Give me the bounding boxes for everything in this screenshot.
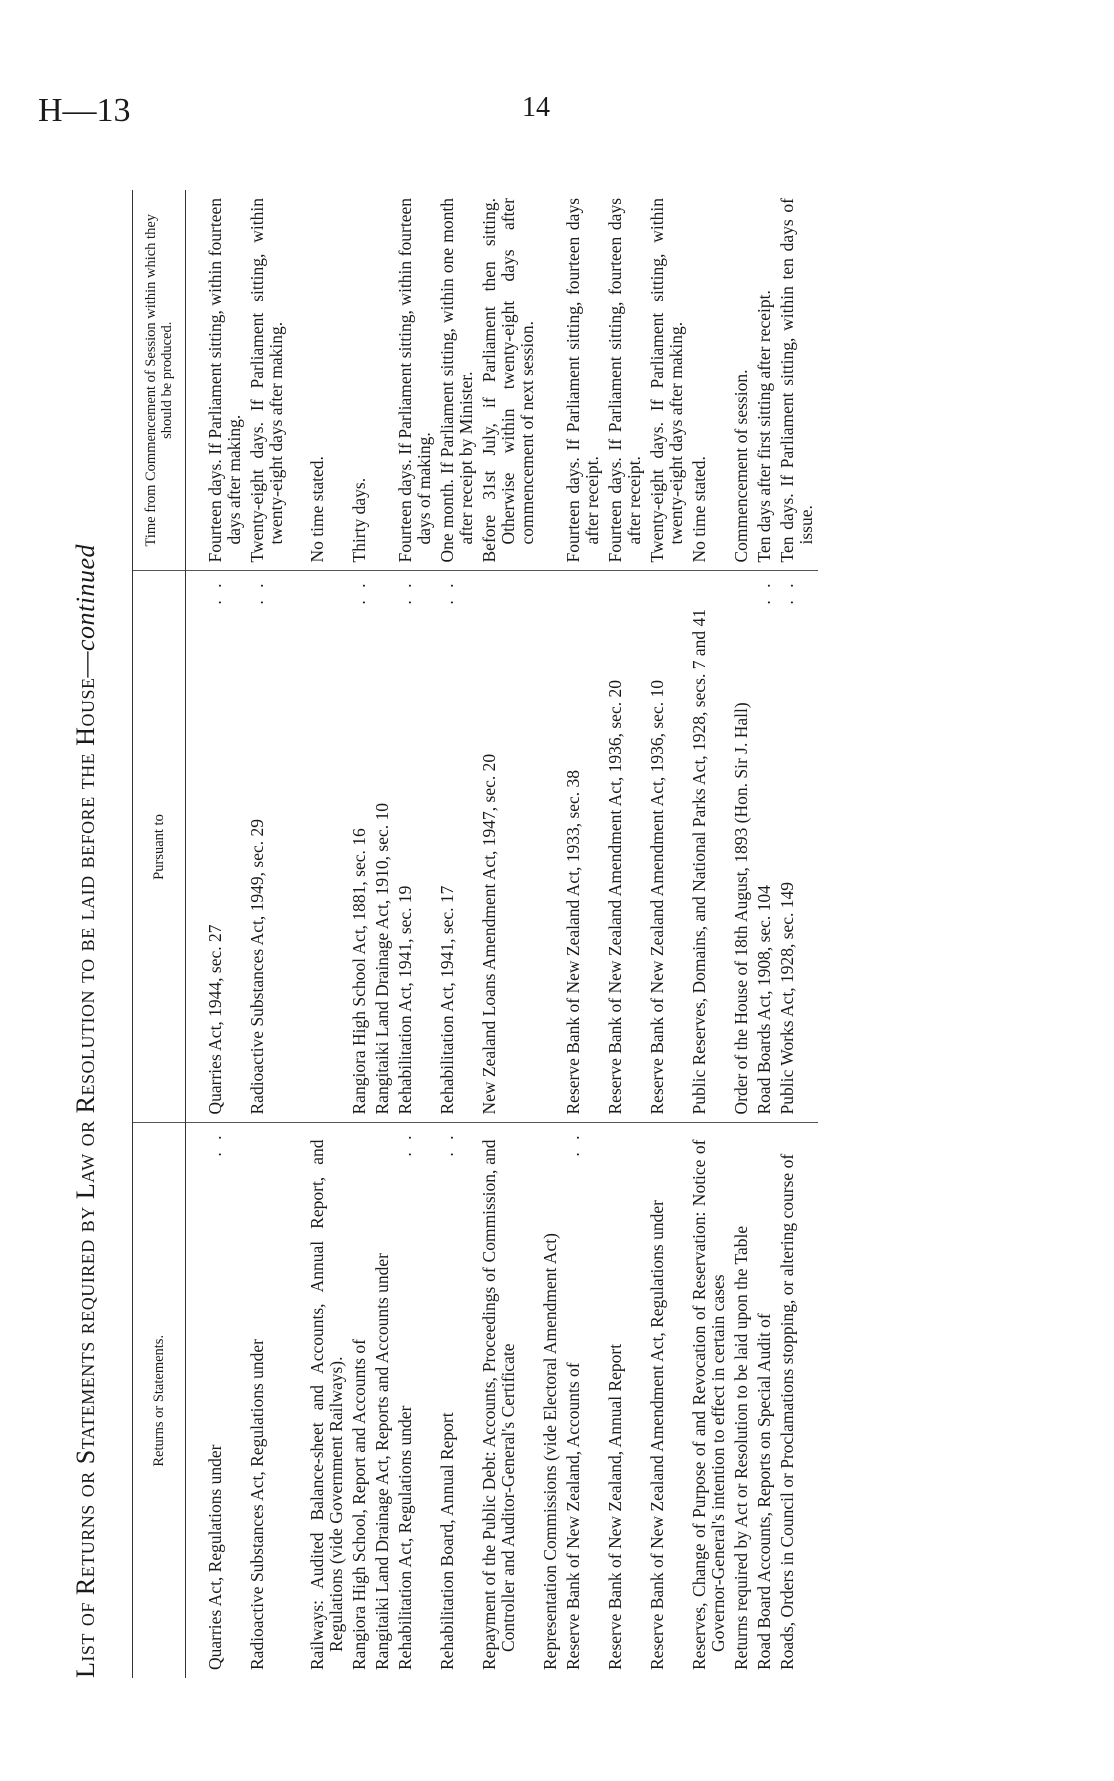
table-row: [246, 190, 288, 1678]
table-row: [604, 190, 646, 1678]
returns-cell: Railways: Audited Balance-sheet and Accounts, Annual Report, and Regulations (vide Government Railways).: [307, 1139, 346, 1670]
table-body: [186, 190, 819, 1678]
pursuant-cell: Public Works Act, 1928, sec. 149: [777, 881, 797, 1115]
table-row: [204, 190, 246, 1678]
returns-cell: Road Board Accounts, Reports on Special Audit of: [754, 1313, 774, 1670]
returns-cell: Radioactive Substances Act, Regulations under: [247, 1339, 267, 1670]
header-returns: Returns or Statements.: [133, 1123, 186, 1678]
returns-cell: Representation Commissions (vide Electoral Amendment Act): [540, 1233, 560, 1670]
leader-dots: . .: [777, 579, 797, 605]
time-cell: Twenty-eight days. If Parliament sitting, within twenty-eight days after making.: [647, 198, 686, 563]
table-row: [753, 190, 776, 1678]
returns-cell: Quarries Act, Regulations under: [205, 1444, 225, 1670]
page-number: 14: [522, 92, 550, 123]
returns-cell: Reserve Bank of New Zealand Amendment Act, Regulations under: [647, 1200, 667, 1670]
title-dash: —: [71, 651, 100, 678]
pursuant-cell: Road Boards Act, 1908, sec. 104: [754, 885, 774, 1115]
leader-dots: . .: [349, 579, 369, 605]
table-row: [562, 190, 604, 1678]
header-pursuant: Pursuant to: [133, 571, 186, 1123]
pursuant-cell: Rehabilitation Act, 1941, sec. 19: [395, 885, 415, 1115]
leader-dots: . .: [395, 1131, 415, 1157]
leader-dots: . .: [205, 1131, 225, 1157]
returns-cell: Rehabilitation Act, Regulations under: [395, 1405, 415, 1670]
time-cell: Fourteen days. If Parliament sitting, within fourteen days of making.: [395, 198, 434, 563]
pursuant-cell: Radioactive Substances Act, 1949, sec. 29: [247, 819, 267, 1115]
pursuant-cell: Reserve Bank of New Zealand Amendment Act, 1936, sec. 10: [647, 680, 667, 1115]
returns-cell: Repayment of the Public Debt: Accounts, Proceedings of Commission, and Controller and Auditor-General's Certificate: [479, 1139, 518, 1670]
time-cell: No time stated.: [689, 456, 709, 563]
pursuant-cell: New Zealand Loans Amendment Act, 1947, sec. 20: [479, 753, 499, 1115]
pursuant-cell: Rangiora High School Act, 1881, sec. 16: [349, 828, 369, 1115]
table-row: [394, 190, 436, 1678]
leader-dots: . .: [563, 1131, 583, 1157]
pursuant-cell: Reserve Bank of New Zealand Amendment Act, 1936, sec. 20: [605, 680, 625, 1115]
pursuant-cell: Order of the House of 18th August, 1893 (Hon. Sir J. Hall): [731, 702, 751, 1115]
pursuant-cell: Reserve Bank of New Zealand Act, 1933, sec. 38: [563, 769, 583, 1115]
page-code: H—13: [38, 92, 131, 129]
returns-cell: Reserve Bank of New Zealand, Accounts of: [563, 1362, 583, 1670]
leader-dots: . .: [437, 579, 457, 605]
returns-cell: Reserve Bank of New Zealand, Annual Report: [605, 1343, 625, 1670]
time-cell: Ten days after first sitting after receipt.: [754, 290, 774, 563]
table-header-row: [133, 190, 186, 1678]
returns-cell: Rangitaiki Land Drainage Act, Reports and Accounts under: [372, 1253, 392, 1670]
time-cell: Fourteen days. If Parliament sitting, fourteen days after receipt.: [605, 198, 644, 563]
time-cell: No time stated.: [307, 456, 327, 563]
rotated-page-content: [58, 190, 1048, 1678]
pursuant-cell: Rehabilitation Act, 1941, sec. 17: [437, 885, 457, 1115]
time-cell: One month. If Parliament sitting, within one month after receipt by Minister.: [437, 198, 476, 563]
time-cell: Thirty days.: [349, 477, 369, 563]
leader-dots: . .: [247, 579, 267, 605]
title-continued: continued: [71, 544, 100, 652]
header-time: Time from Commencement of Session within which they should be produced.: [133, 190, 186, 571]
leader-dots: . .: [395, 579, 415, 605]
time-cell: Fourteen days. If Parliament sitting, fourteen days after receipt.: [563, 198, 602, 563]
table-row: [306, 190, 348, 1678]
time-cell: Fourteen days. If Parliament sitting, within fourteen days after making.: [205, 198, 244, 563]
table-row: [688, 190, 730, 1678]
table-row: [539, 190, 562, 1678]
pursuant-cell: Quarries Act, 1944, sec. 27: [205, 924, 225, 1115]
leader-dots: . .: [754, 579, 774, 605]
table-row: [478, 190, 539, 1678]
time-cell: Ten days. If Parliament sitting, within ten days of issue.: [777, 198, 816, 563]
returns-table: [132, 190, 818, 1678]
table-row: [371, 190, 394, 1678]
table-row: [730, 190, 753, 1678]
table-row: [776, 190, 818, 1678]
time-cell: Before 31st July, if Parliament then sitting. Otherwise within twenty-eight days after commencement of next session.: [479, 198, 537, 563]
leader-dots: . .: [437, 1131, 457, 1157]
returns-cell: Rehabilitation Board, Annual Report: [437, 1412, 457, 1670]
table-row: [646, 190, 688, 1678]
returns-cell: Roads, Orders in Council or Proclamations stopping, or altering course of: [777, 1153, 797, 1670]
time-cell: Twenty-eight days. If Parliament sitting, within twenty-eight days after making.: [247, 198, 286, 563]
pursuant-cell: Rangitaiki Land Drainage Act, 1910, sec. 10: [372, 802, 392, 1115]
returns-cell: Reserves, Change of Purpose of and Revocation of Reservation: Notice of Governor-General's intention to effect in certain cases: [689, 1139, 728, 1670]
time-cell: Commencement of session.: [731, 369, 751, 563]
pursuant-cell: Public Reserves, Domains, and National Parks Act, 1928, secs. 7 and 41: [689, 609, 709, 1115]
document-title: [58, 190, 114, 1678]
table-row: [436, 190, 478, 1678]
leader-dots: . .: [205, 579, 225, 605]
returns-cell: Returns required by Act or Resolution to be laid upon the Table: [731, 1225, 751, 1670]
title-main: List of Returns or Statements required by Law or Resolution to be laid before the House: [71, 677, 100, 1678]
table-row: [348, 190, 371, 1678]
returns-cell: Rangiora High School, Report and Accounts of: [349, 1339, 369, 1670]
